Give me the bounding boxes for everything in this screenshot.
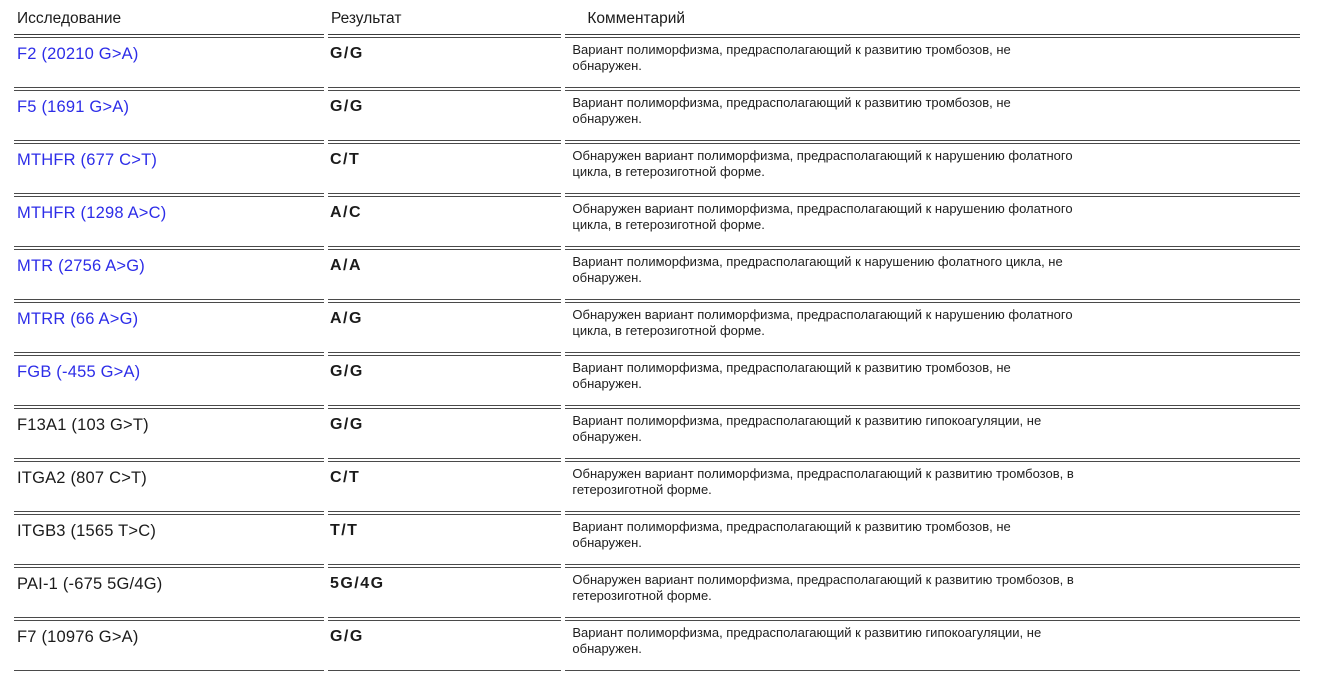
- comment-line: Обнаружен вариант полиморфизма, предрасполагающий к развитию тромбозов, в: [572, 572, 1074, 587]
- comment-line: обнаружен.: [572, 640, 642, 656]
- comment-line: Вариант полиморфизма, предрасполагающий к нарушению фолатного цикла, не: [572, 254, 1063, 269]
- comment-cell: [565, 567, 1300, 618]
- result-value: G/G: [328, 408, 561, 459]
- comment-line: Обнаружен вариант полиморфизма, предрасполагающий к нарушению фолатного: [572, 201, 1073, 216]
- comment-line: обнаружен.: [572, 269, 642, 285]
- comment-line: Вариант полиморфизма, предрасполагающий к развитию тромбозов, не: [572, 360, 1011, 375]
- test-name: ITGB3 (1565 T>C): [14, 514, 324, 565]
- result-value: C/T: [328, 143, 561, 194]
- result-value: A/G: [328, 302, 561, 353]
- comment-line: обнаружен.: [572, 110, 642, 126]
- result-value: G/G: [328, 620, 561, 671]
- table-row: [14, 196, 1300, 247]
- comment-cell: [565, 302, 1300, 353]
- column-header-comment: Комментарий: [565, 8, 1300, 35]
- test-name: ITGA2 (807 C>T): [14, 461, 324, 512]
- test-name: F7 (10976 G>A): [14, 620, 324, 671]
- test-name-link[interactable]: MTHFR (1298 A>C): [14, 196, 324, 247]
- table-row: [14, 249, 1300, 300]
- table-row: [14, 302, 1300, 353]
- result-value: 5G/4G: [328, 567, 561, 618]
- table-row: [14, 355, 1300, 406]
- comment-line: цикла, в гетерозиготной форме.: [572, 163, 765, 179]
- column-header-study: Исследование: [14, 8, 324, 35]
- comment-cell: [565, 196, 1300, 247]
- test-name-link[interactable]: F5 (1691 G>A): [14, 90, 324, 141]
- comment-line: Обнаружен вариант полиморфизма, предрасполагающий к нарушению фолатного: [572, 307, 1073, 322]
- comment-line: Вариант полиморфизма, предрасполагающий к развитию гипокоагуляции, не: [572, 625, 1042, 640]
- comment-cell: [565, 90, 1300, 141]
- table-row: [14, 620, 1300, 671]
- comment-cell: [565, 143, 1300, 194]
- comment-line: гетерозиготной форме.: [572, 587, 712, 603]
- table-row: [14, 567, 1300, 618]
- comment-line: Обнаружен вариант полиморфизма, предрасполагающий к нарушению фолатного: [572, 148, 1073, 163]
- test-name-link[interactable]: FGB (-455 G>A): [14, 355, 324, 406]
- comment-cell: [565, 249, 1300, 300]
- comment-cell: [565, 37, 1300, 88]
- comment-line: цикла, в гетерозиготной форме.: [572, 216, 765, 232]
- result-value: G/G: [328, 355, 561, 406]
- table-row: [14, 461, 1300, 512]
- comment-line: обнаружен.: [572, 57, 642, 73]
- result-value: A/A: [328, 249, 561, 300]
- comment-line: обнаружен.: [572, 428, 642, 444]
- comment-line: обнаружен.: [572, 534, 642, 550]
- comment-line: Вариант полиморфизма, предрасполагающий к развитию тромбозов, не: [572, 519, 1011, 534]
- table-row: [14, 143, 1300, 194]
- test-name: F13A1 (103 G>T): [14, 408, 324, 459]
- table-row: [14, 408, 1300, 459]
- comment-cell: [565, 355, 1300, 406]
- column-header-result: Результат: [328, 8, 561, 35]
- result-value: C/T: [328, 461, 561, 512]
- test-name-link[interactable]: F2 (20210 G>A): [14, 37, 324, 88]
- test-name: PAI-1 (-675 5G/4G): [14, 567, 324, 618]
- comment-line: Вариант полиморфизма, предрасполагающий к развитию тромбозов, не: [572, 95, 1011, 110]
- table-header-row: [14, 8, 1300, 35]
- table-row: [14, 90, 1300, 141]
- test-name-link[interactable]: MTR (2756 A>G): [14, 249, 324, 300]
- comment-line: гетерозиготной форме.: [572, 481, 712, 497]
- result-value: A/C: [328, 196, 561, 247]
- result-value: G/G: [328, 37, 561, 88]
- result-value: G/G: [328, 90, 561, 141]
- comment-cell: [565, 408, 1300, 459]
- test-name-link[interactable]: MTRR (66 A>G): [14, 302, 324, 353]
- comment-line: цикла, в гетерозиготной форме.: [572, 322, 765, 338]
- test-name-link[interactable]: MTHFR (677 C>T): [14, 143, 324, 194]
- comment-line: Обнаружен вариант полиморфизма, предрасполагающий к развитию тромбозов, в: [572, 466, 1074, 481]
- comment-cell: [565, 620, 1300, 671]
- results-table: [10, 6, 1304, 673]
- comment-line: обнаружен.: [572, 375, 642, 391]
- result-value: T/T: [328, 514, 561, 565]
- comment-line: Вариант полиморфизма, предрасполагающий к развитию тромбозов, не: [572, 42, 1011, 57]
- comment-cell: [565, 461, 1300, 512]
- comment-line: Вариант полиморфизма, предрасполагающий к развитию гипокоагуляции, не: [572, 413, 1042, 428]
- table-row: [14, 514, 1300, 565]
- comment-cell: [565, 514, 1300, 565]
- table-row: [14, 37, 1300, 88]
